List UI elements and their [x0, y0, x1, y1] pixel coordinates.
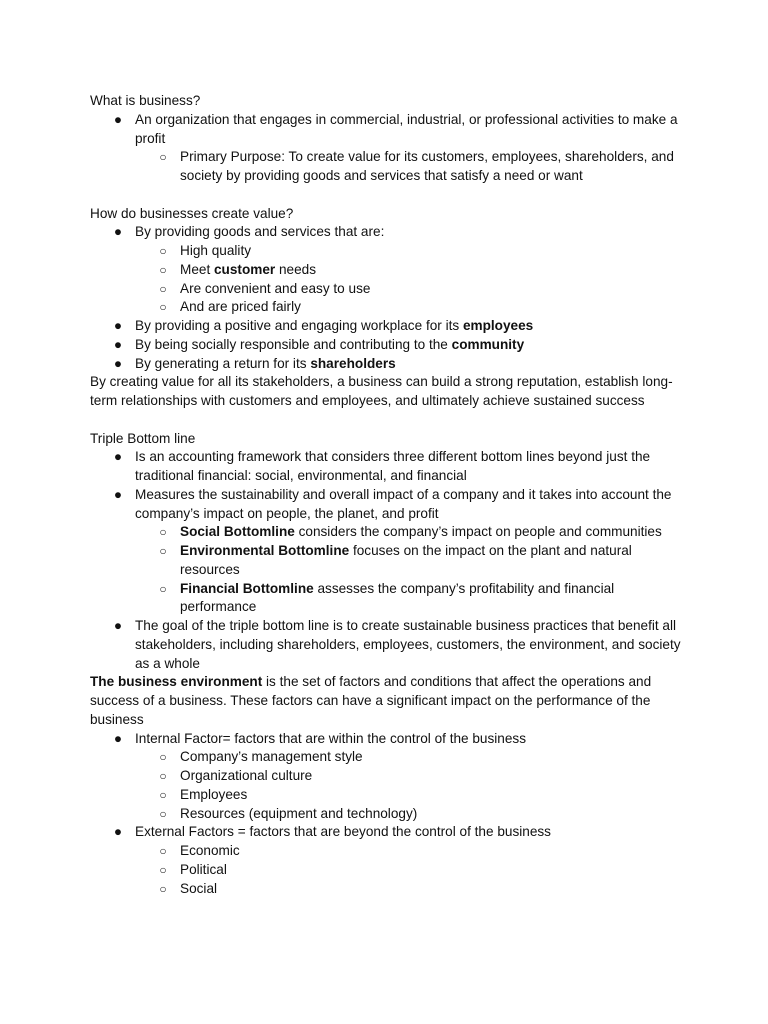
circle-bullet-icon: ○: [159, 244, 167, 258]
sub-list-item: [135, 523, 690, 542]
bullet-icon: ●: [113, 730, 123, 746]
blank-line: [90, 186, 690, 205]
bullet-icon: ●: [113, 224, 123, 240]
paragraph-text: is the set of factors and conditions that affect the operations and success of a business. These factors can have a significant impact on the performance of the business: [90, 674, 652, 727]
list-item: [90, 317, 690, 336]
bullet-icon: ●: [113, 355, 123, 371]
sub-list-item: [135, 786, 690, 805]
list-item-text: Internal Factor= factors that are within the control of the business: [135, 730, 527, 746]
sub-item-text: Resources (equipment and technology): [180, 805, 418, 821]
sub-item-text-post: needs: [275, 261, 317, 277]
circle-bullet-icon: ○: [159, 544, 167, 558]
circle-bullet-icon: ○: [159, 844, 167, 858]
bullet-icon: ●: [113, 111, 123, 127]
circle-bullet-icon: ○: [159, 787, 167, 802]
bullet-icon: ●: [113, 449, 123, 465]
sub-item-text: Social: [180, 880, 218, 896]
bold-term: The business environment: [90, 674, 263, 690]
sub-list: [135, 242, 690, 317]
sub-list-item: [135, 880, 690, 899]
circle-bullet-icon: ○: [159, 525, 167, 540]
sub-list-item: [135, 280, 690, 299]
circle-bullet-icon: ○: [159, 769, 167, 783]
sub-item-text: Are convenient and easy to use: [180, 280, 371, 296]
sub-list-item: [135, 861, 690, 880]
bullet-list: [90, 111, 690, 186]
sub-list: [135, 523, 690, 617]
list-item-text: The goal of the triple bottom line is to create sustainable business practices that benefit all stakeholders, including shareholders, employees, customers, the environment, and society as a whole: [135, 618, 681, 671]
sub-item-text: High quality: [180, 243, 252, 258]
bullet-icon: ●: [113, 336, 123, 352]
sub-list-item: [135, 542, 690, 580]
sub-list-item: [135, 242, 690, 261]
sub-list: [135, 842, 690, 898]
sub-list-item: [135, 842, 690, 861]
sub-item-text: And are priced fairly: [180, 299, 301, 315]
sub-list-item: [135, 148, 690, 186]
sub-list: [135, 748, 690, 823]
list-item-text-pre: By being socially responsible and contributing to the: [135, 336, 452, 352]
bullet-list: [90, 448, 690, 673]
bullet-icon: ●: [113, 486, 123, 502]
sub-item-text-pre: Meet: [180, 261, 214, 277]
sub-list-item: [135, 261, 690, 280]
circle-bullet-icon: ○: [159, 300, 167, 315]
circle-bullet-icon: ○: [159, 881, 167, 896]
list-item-text: By providing goods and services that are:: [135, 224, 385, 240]
sub-list-item: [135, 805, 690, 824]
section-heading-triple-bottom-line: Triple Bottom line: [90, 430, 196, 446]
circle-bullet-icon: ○: [159, 581, 167, 596]
circle-bullet-icon: ○: [159, 281, 167, 296]
sub-list-item: [135, 580, 690, 618]
list-item-text: Measures the sustainability and overall impact of a company and it takes into account the company’s impact on people, the planet, and profit: [135, 486, 672, 521]
document-body: [90, 92, 690, 898]
bold-term: Social Bottomline: [180, 524, 295, 540]
sub-item-text: Company’s management style: [180, 749, 363, 765]
bold-term: shareholders: [310, 355, 396, 371]
sub-item-text: considers the company’s impact on people and communities: [294, 524, 662, 540]
bullet-list: [90, 730, 690, 899]
bold-term: Environmental Bottomline: [180, 543, 350, 558]
paragraph-business-environment: [90, 673, 690, 729]
list-item: [90, 448, 690, 486]
circle-bullet-icon: ○: [159, 262, 167, 277]
circle-bullet-icon: ○: [159, 150, 167, 165]
list-item: [90, 486, 690, 617]
list-item: [90, 111, 690, 186]
section-heading-what-is-business: What is business?: [90, 93, 201, 108]
list-item: [90, 336, 690, 355]
list-item-text-pre: By generating a return for its: [135, 355, 311, 371]
sub-item-text: Organizational culture: [180, 768, 313, 783]
list-item: [90, 355, 690, 374]
sub-item-text: assesses the company’s profitability and financial performance: [180, 580, 615, 615]
list-item-text: An organization that engages in commercial, industrial, or professional activities to make a profit: [135, 111, 678, 146]
bullet-icon: ●: [113, 618, 123, 633]
sub-item-text: Political: [180, 861, 227, 877]
sub-list: [135, 148, 690, 186]
sub-item-text: Employees: [180, 786, 248, 802]
circle-bullet-icon: ○: [159, 862, 167, 877]
bold-term: Financial Bottomline: [180, 580, 314, 596]
bullet-icon: ●: [113, 318, 123, 333]
list-item: [90, 730, 690, 824]
list-item-text-pre: By providing a positive and engaging workplace for its: [135, 318, 463, 333]
list-item: [90, 223, 690, 317]
blank-line: [90, 411, 690, 430]
sub-list-item: [135, 748, 690, 767]
sub-item-text: focuses on the impact on the plant and natural resources: [180, 543, 632, 577]
list-item: [90, 617, 690, 673]
circle-bullet-icon: ○: [159, 806, 167, 821]
sub-item-text: Primary Purpose: To create value for its customers, employees, shareholders, and society by providing goods and services that satisfy a need or want: [180, 149, 674, 183]
circle-bullet-icon: ○: [159, 750, 167, 765]
paragraph-stakeholders: By creating value for all its stakeholders, a business can build a strong reputation, establish long-term relationships with customers and employees, and ultimately achieve sustained success: [90, 374, 673, 408]
bold-term: community: [451, 336, 525, 352]
bullet-icon: ●: [113, 824, 123, 840]
sub-list-item: [135, 767, 690, 786]
list-item-text: External Factors = factors that are beyond the control of the business: [135, 824, 551, 840]
list-item: [90, 823, 690, 898]
sub-item-text: Economic: [180, 843, 240, 858]
bold-term: customer: [214, 261, 276, 277]
list-item-text: Is an accounting framework that considers three different bottom lines beyond just the traditional financial: social, environmental, and financial: [135, 449, 651, 483]
bullet-list: [90, 223, 690, 373]
section-heading-create-value: How do businesses create value?: [90, 205, 294, 221]
bold-term: employees: [462, 318, 534, 333]
sub-list-item: [135, 298, 690, 317]
